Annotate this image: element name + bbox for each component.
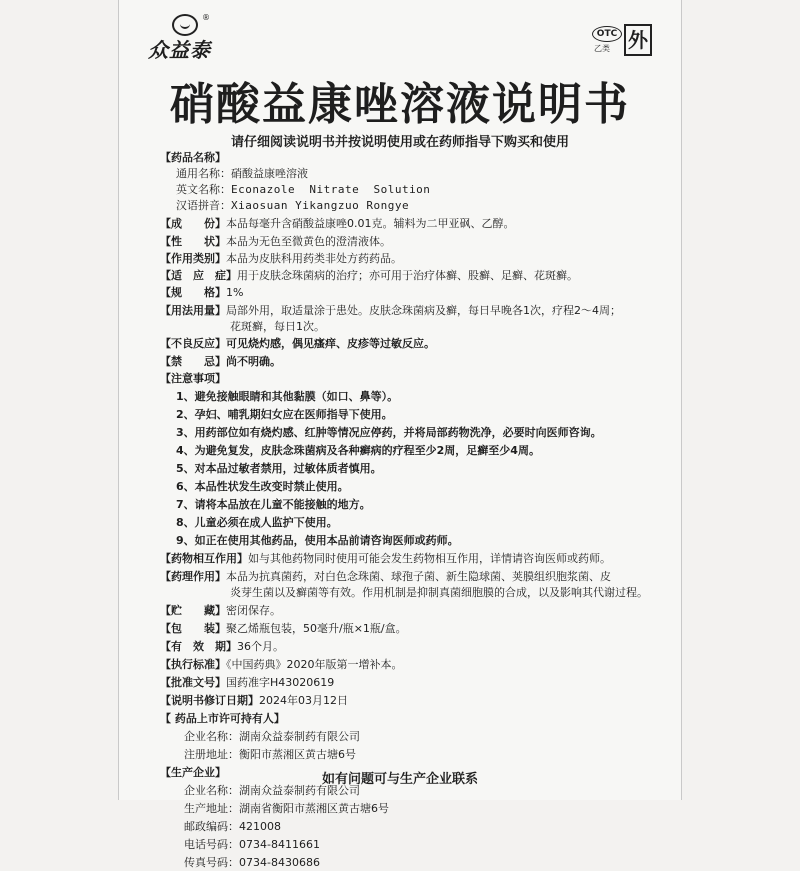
common-name-value: 硝酸益康唑溶液	[231, 167, 308, 180]
spec-value: 1%	[226, 286, 244, 299]
precaution-item: 3、用药部位如有烧灼感、红肿等情况应停药，并将局部药物洗净，必要时向医师咨询。	[176, 426, 602, 439]
standard-label: 【执行标准】	[160, 658, 226, 671]
brand-mark-icon	[172, 14, 198, 36]
common-name-row	[176, 166, 308, 182]
otc-badge	[592, 24, 656, 58]
mah-company-value: 湖南众益泰制药有限公司	[239, 730, 360, 743]
external-use-mark: 外	[624, 24, 652, 56]
validity-value: 36个月。	[237, 640, 284, 653]
pharmacology-line2: 炎芽生菌以及癣菌等有效。作用机制是抑制真菌细胞膜的合成，以及影响其代谢过程。	[230, 586, 648, 599]
precaution-item: 6、本品性状发生改变时禁止使用。	[176, 480, 349, 493]
pharmacology-row	[160, 569, 611, 585]
manufacturer-postal-value: 421008	[239, 820, 281, 833]
otc-label: OTC	[592, 26, 622, 42]
standard-value: 《中国药典》2020年版第一增补本。	[226, 658, 403, 671]
indications-label: 【适 应 症】	[160, 269, 237, 282]
page-title: 硝酸益康唑溶液说明书	[170, 79, 630, 130]
manufacturer-fax-label: 传真号码：	[184, 856, 239, 869]
category-value: 本品为皮肤科用药类非处方药药品。	[226, 252, 402, 265]
manufacturer-address-label: 生产地址：	[184, 802, 239, 815]
usage-row	[160, 303, 621, 319]
revision-row	[160, 693, 348, 709]
manufacturer-company-value: 湖南众益泰制药有限公司	[239, 784, 360, 797]
indications-value: 用于皮肤念珠菌病的治疗；亦可用于治疗体癣、股癣、足癣、花斑癣。	[237, 269, 578, 282]
mah-address-value: 衡阳市蒸湘区黄古塘6号	[239, 748, 356, 761]
validity-label: 【有 效 期】	[160, 640, 237, 653]
manufacturer-phone-value: 0734-8411661	[239, 838, 320, 851]
spec-label: 【规 格】	[160, 286, 226, 299]
precaution-item: 4、为避免复发，皮肤念珠菌病及各种癣病的疗程至少2周，足癣至少4周。	[176, 444, 540, 457]
indications-row	[160, 268, 578, 284]
storage-value: 密闭保存。	[226, 604, 281, 617]
components-value: 本品每毫升含硝酸益康唑0.01克。辅料为二甲亚砜、乙醇。	[226, 217, 515, 230]
common-name-label: 通用名称：	[176, 167, 231, 180]
standard-row	[160, 657, 403, 673]
precaution-item: 7、请将本品放在儿童不能接触的地方。	[176, 498, 371, 511]
pinyin-label: 汉语拼音：	[176, 199, 231, 212]
revision-label: 【说明书修订日期】	[160, 694, 259, 707]
brand-name: 众益泰	[148, 38, 211, 62]
revision-value: 2024年03月12日	[259, 694, 348, 707]
page-subtitle: 请仔细阅读说明书并按说明使用或在药师指导下购买和使用	[230, 135, 569, 150]
interactions-label: 【药物相互作用】	[160, 552, 248, 565]
mah-company-label: 企业名称：	[184, 730, 239, 743]
category-row	[160, 251, 402, 267]
storage-label: 【贮 藏】	[160, 604, 226, 617]
manufacturer-postal-row	[184, 819, 281, 835]
english-name-value: Econazole Nitrate Solution	[231, 183, 431, 196]
adverse-row	[160, 336, 435, 352]
usage-label: 【用法用量】	[160, 304, 226, 317]
contraindications-value: 尚不明确。	[226, 355, 281, 368]
otc-class: 乙类	[594, 44, 610, 53]
validity-row	[160, 639, 284, 655]
components-label: 【成 份】	[160, 217, 226, 230]
mah-address-row	[184, 747, 356, 763]
adverse-label: 【不良反应】	[160, 337, 226, 350]
pinyin-row	[176, 198, 409, 214]
appearance-row	[160, 234, 391, 250]
pharmacology-value-line1: 本品为抗真菌药，对白色念珠菌、球孢子菌、新生隐球菌、荚膜组织胞浆菌、皮	[226, 570, 611, 583]
interactions-row	[160, 551, 611, 567]
precaution-item: 1、避免接触眼睛和其他黏膜（如口、鼻等）。	[176, 390, 399, 403]
package-row	[160, 621, 407, 637]
spec-row	[160, 285, 243, 301]
manufacturer-company-label: 企业名称：	[184, 784, 239, 797]
category-label: 【作用类别】	[160, 252, 226, 265]
registered-mark: ®	[202, 13, 210, 22]
appearance-value: 本品为无色至微黄色的澄清液体。	[226, 235, 391, 248]
contraindications-row	[160, 354, 281, 370]
precautions-header: 【注意事项】	[160, 372, 226, 385]
footer-note: 如有问题可与生产企业联系	[321, 772, 478, 787]
package-value: 聚乙烯瓶包装，50毫升/瓶×1瓶/盒。	[226, 622, 407, 635]
approval-row	[160, 675, 334, 691]
manufacturer-phone-row	[184, 837, 320, 853]
appearance-label: 【性 状】	[160, 235, 226, 248]
pinyin-value: Xiaosuan Yikangzuo Rongye	[231, 199, 410, 212]
mah-header: 【 药品上市许可持有人】	[160, 712, 285, 725]
components-row	[160, 216, 515, 232]
pharmacology-label: 【药理作用】	[160, 570, 226, 583]
manufacturer-header: 【生产企业】	[160, 766, 226, 779]
manufacturer-postal-label: 邮政编码：	[184, 820, 239, 833]
adverse-value: 可见烧灼感，偶见瘙痒、皮疹等过敏反应。	[226, 337, 435, 350]
package-label: 【包 装】	[160, 622, 226, 635]
precaution-item: 5、对本品过敏者禁用，过敏体质者慎用。	[176, 462, 382, 475]
precaution-item: 8、儿童必须在成人监护下使用。	[176, 516, 338, 529]
mah-company-row	[184, 729, 360, 745]
precaution-item: 2、孕妇、哺乳期妇女应在医师指导下使用。	[176, 408, 393, 421]
manufacturer-fax-row	[184, 855, 320, 871]
mah-address-label: 注册地址：	[184, 748, 239, 761]
manufacturer-fax-value: 0734-8430686	[239, 856, 320, 869]
manufacturer-address-value: 湖南省衡阳市蒸湘区黄古塘6号	[239, 802, 389, 815]
storage-row	[160, 603, 281, 619]
manufacturer-phone-label: 电话号码：	[184, 838, 239, 851]
drug-name-header: 【药品名称】	[160, 151, 226, 164]
contraindications-label: 【禁 忌】	[160, 355, 226, 368]
precaution-item: 9、如正在使用其他药品，使用本品前请咨询医师或药师。	[176, 534, 459, 547]
manufacturer-address-row	[184, 801, 389, 817]
english-name-label: 英文名称：	[176, 183, 231, 196]
brand-logo	[148, 14, 228, 62]
approval-value: 国药准字H43020619	[226, 676, 335, 689]
approval-label: 【批准文号】	[160, 676, 226, 689]
usage-value-line1: 局部外用，取适量涂于患处。皮肤念珠菌病及癣，每日早晚各1次，疗程2～4周；	[226, 304, 621, 317]
english-name-row	[176, 182, 430, 198]
usage-line2: 花斑癣，每日1次。	[230, 320, 325, 333]
interactions-value: 如与其他药物同时使用可能会发生药物相互作用，详情请咨询医师或药师。	[248, 552, 611, 565]
